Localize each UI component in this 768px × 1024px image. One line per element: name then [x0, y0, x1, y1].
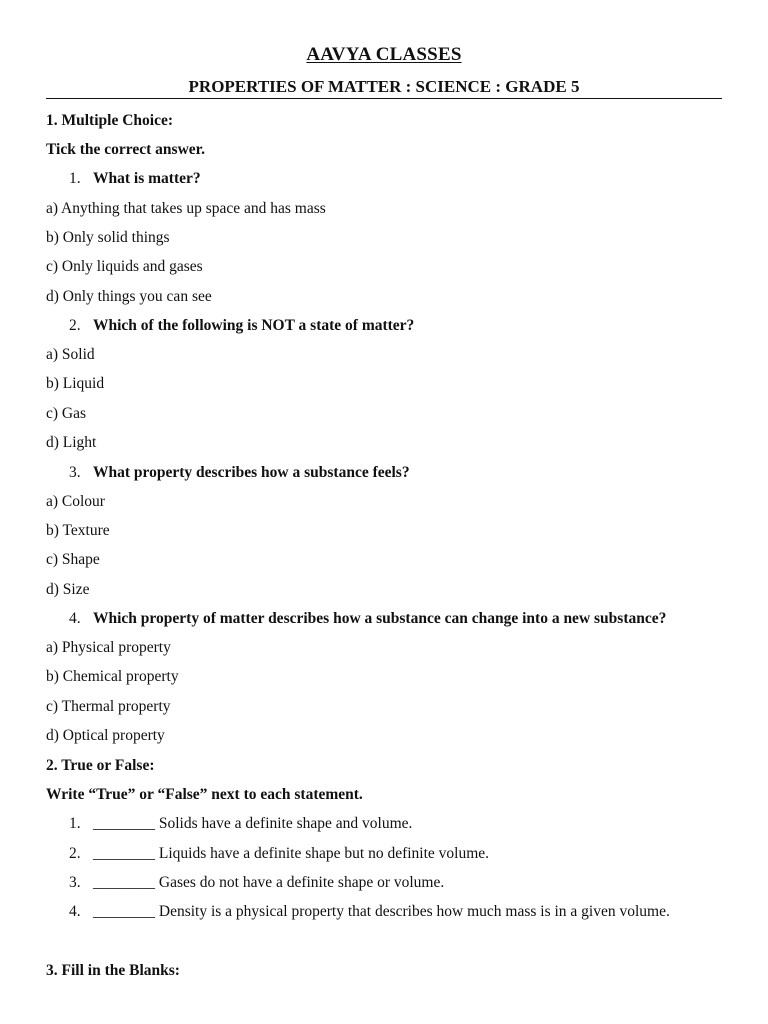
- section-instruction: Write “True” or “False” next to each statement.: [46, 786, 363, 803]
- section-heading-fill-blanks: 3. Fill in the Blanks:: [46, 962, 180, 979]
- statement-text: ________ Gases do not have a definite shape or volume.: [93, 874, 445, 891]
- answer-option: a) Physical property: [46, 639, 171, 656]
- statement-number: 3.: [69, 874, 81, 891]
- page-subtitle: PROPERTIES OF MATTER : SCIENCE : GRADE 5: [188, 77, 580, 96]
- answer-option: a) Solid: [46, 346, 95, 363]
- answer-option: c) Thermal property: [46, 698, 171, 715]
- question-text: Which of the following is NOT a state of matter?: [93, 317, 415, 334]
- section-instruction: Tick the correct answer.: [46, 141, 205, 158]
- answer-option: b) Liquid: [46, 375, 105, 392]
- answer-option: c) Gas: [46, 405, 87, 422]
- answer-option: a) Anything that takes up space and has mass: [46, 200, 326, 217]
- question-number: 1.: [69, 170, 81, 187]
- question-number: 4.: [69, 610, 81, 627]
- question-number: 2.: [69, 317, 81, 334]
- section-heading-multiple-choice: 1. Multiple Choice:: [46, 112, 173, 129]
- answer-option: a) Colour: [46, 493, 105, 510]
- statement-text: ________ Liquids have a definite shape but no definite volume.: [93, 845, 490, 862]
- answer-option: b) Texture: [46, 522, 110, 539]
- question-text: Which property of matter describes how a substance can change into a new substance?: [93, 610, 667, 627]
- question-number: 3.: [69, 464, 81, 481]
- answer-option: d) Light: [46, 434, 97, 451]
- answer-option: d) Size: [46, 581, 90, 598]
- question-text: What property describes how a substance feels?: [93, 464, 410, 481]
- answer-option: c) Shape: [46, 551, 100, 568]
- answer-option: c) Only liquids and gases: [46, 258, 203, 275]
- answer-option: d) Optical property: [46, 727, 165, 744]
- page-title: AAVYA CLASSES: [306, 44, 462, 65]
- header-divider: [46, 98, 722, 99]
- answer-option: b) Chemical property: [46, 668, 179, 685]
- answer-option: b) Only solid things: [46, 229, 170, 246]
- statement-number: 2.: [69, 845, 81, 862]
- section-heading-true-false: 2. True or False:: [46, 757, 155, 774]
- statement-number: 1.: [69, 815, 81, 832]
- question-text: What is matter?: [93, 170, 201, 187]
- statement-text: ________ Density is a physical property that describes how much mass is in a given volume.: [93, 903, 670, 920]
- statement-number: 4.: [69, 903, 81, 920]
- statement-text: ________ Solids have a definite shape and volume.: [93, 815, 413, 832]
- answer-option: d) Only things you can see: [46, 288, 212, 305]
